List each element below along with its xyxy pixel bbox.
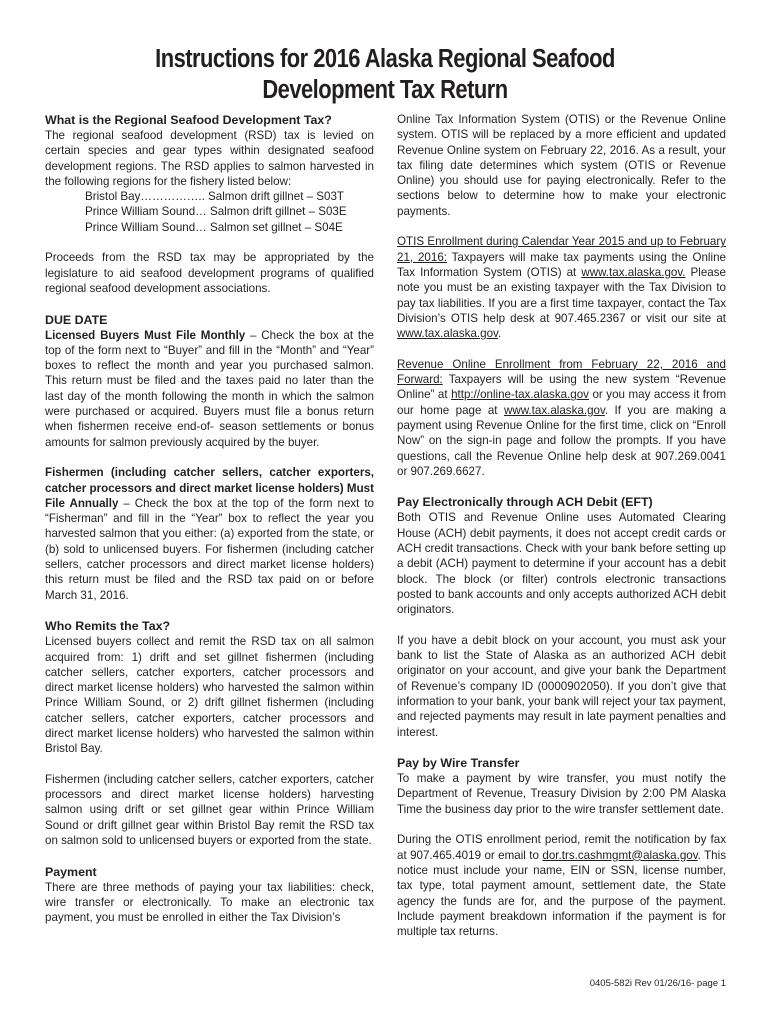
region-item-pws-drift: Prince William Sound… Salmon drift gillnet – S03E xyxy=(85,205,347,219)
link-online-tax[interactable]: http://online-tax.alaska.gov xyxy=(451,388,589,402)
section-heading-wire-transfer: Pay by Wire Transfer xyxy=(397,756,520,771)
page-title xyxy=(54,44,716,106)
paragraph-revenue-online xyxy=(397,357,726,479)
region-item-pws-set: Prince William Sound… Salmon set gillnet – S04E xyxy=(85,220,343,234)
otis-text-1: Taxpayers will make tax payments using the Online Tax Information System (OTIS) at xyxy=(397,250,726,279)
fishermen-text: – Check the box at the top of the form next to “Fisherman” and fill in the “Year” box to reflect the year you harvested salmon that you either: (a) exported from the state, or (b) sold to unlicensed buyers. For fishermen (including catcher sellers, catcher processors and direct market license holders) this return must be filed and the RSD tax paid on or before March 31, 2016. xyxy=(45,496,374,602)
section-heading-eft: Pay Electronically through ACH Debit (EFT) xyxy=(397,495,653,510)
section-heading-who-remits: Who Remits the Tax? xyxy=(45,619,171,634)
wire-text-2: . This notice must include your name, EIN or SSN, license number, tax type, total payment amount, settlement date, the State agency the funds are for, and the purpose of the payment. Include payment breakdown information if the payment is for multiple tax returns. xyxy=(397,848,726,939)
section-heading-payment: Payment xyxy=(45,864,97,879)
left-column xyxy=(45,112,374,926)
title-line-2: Development Tax Return xyxy=(262,76,508,104)
paragraph-wire-2 xyxy=(397,832,726,939)
link-tax-alaska-gov-2[interactable]: www.tax.alaska.gov xyxy=(397,327,498,341)
otis-text-2: Please note you must be an existing taxpayer with the Tax Division to pay tax liabilities. If you are a first time taxpayer, contact the Tax Division’s OTIS help desk at 907.465.2367 or visit our site at xyxy=(397,265,727,325)
section-heading-what-is-rsd: What is the Regional Seafood Development Tax? xyxy=(45,113,332,127)
paragraph-rsd-description: The regional seafood development (RSD) tax is levied on certain species and gear types within designated seafood development regions. The RSD applies to salmon harvested in the following regions for the fishery listed below: xyxy=(45,129,374,188)
title-line-1: Instructions for 2016 Alaska Regional Seafood xyxy=(155,45,615,73)
region-list xyxy=(85,189,374,235)
paragraph-who-remits-1: Licensed buyers collect and remit the RSD tax on all salmon acquired from: 1) drift and set gillnet fishermen (including catcher sellers, catcher exporters, catcher processors and direct market license holders) who harvested the salmon within Prince William Sound, or 2) drift gillnet fishermen (including catcher sellers, catcher exporters, catcher processors and direct market license holders) who harvested the salmon within Bristol Bay. xyxy=(45,635,374,756)
paragraph-payment: There are three methods of paying your tax liabilities: check, wire transfer or electronically. To make an electronic tax payment, you must be enrolled in either the Tax Division’s xyxy=(45,880,374,925)
revenue-online-lead: Revenue Online Enrollment from February 22, 2016 and Forward: xyxy=(397,357,726,387)
otis-enrollment-lead: OTIS Enrollment during Calendar Year 2015 and up to February 21, 2016: xyxy=(397,235,726,264)
revenue-text-3: . If you are making a payment using Revenue Online for the first time, click on “Enroll Now” on the sign-in page and follow the prompts. If you have questions, call the Revenue Online help desk at 907.269.0041 or 907.269.6627. xyxy=(397,403,726,478)
paragraph-fishermen-due xyxy=(45,465,374,603)
section-heading-due-date: DUE DATE xyxy=(45,312,108,327)
link-email-cashmgmt[interactable]: dor.trs.cashmgmt@alaska.gov xyxy=(542,848,698,862)
page-footer: 0405-582i Rev 01/26/16- page 1 xyxy=(589,978,726,989)
buyers-text: – Check the box at the top of the form next to “Buyer” and fill in the “Month” and “Year” boxes to reflect the month and year you purchased salmon. This return must be filed and the taxes paid no later than the last day of the month following the month in which the salmon were purchased or acquired. Buyers must file a bonus return when fishermen receive end-of- season settlements or bonus amounts for salmon previously acquired by the buyer. xyxy=(45,328,374,449)
buyers-lead: Licensed Buyers Must File Monthly xyxy=(45,328,246,342)
link-tax-alaska-gov-3[interactable]: www.tax.alaska.gov xyxy=(503,403,605,417)
otis-text-3: . xyxy=(497,327,502,341)
paragraph-who-remits-2: Fishermen (including catcher sellers, catcher exporters, catcher processors and direct market license holders) harvesting salmon using drift or set gillnet gear within Prince William Sound or drift gillnet gear within Bristol Bay remit the RSD tax on salmon sold to unlicensed buyers or exported from the state. xyxy=(45,772,374,848)
paragraph-buyers-due xyxy=(45,328,374,450)
link-tax-alaska-gov[interactable]: www.tax.alaska.gov. xyxy=(581,265,686,279)
paragraph-otis-intro: Online Tax Information System (OTIS) or the Revenue Online system. OTIS will be replaced by a more efficient and updated Revenue Online system on February 22, 2016. As a result, your tax filing date determines which system (OTIS or Revenue Online) you should use for paying electronically. Refer to the sections below to determine how to make your electronic payments. xyxy=(397,113,726,218)
revenue-text-1: Taxpayers will be using the new system “Revenue Online” at xyxy=(397,373,726,402)
region-item-bristol-bay: Bristol Bay…………….. Salmon drift gillnet – S03T xyxy=(85,190,345,204)
revenue-text-2: or you may access it from our home page at xyxy=(397,388,726,417)
paragraph-wire-1: To make a payment by wire transfer, you must notify the Department of Revenue, Treasury Division by 2:00 PM Alaska Time the business day prior to the wire transfer settlement date. xyxy=(397,772,726,816)
paragraph-proceeds: Proceeds from the RSD tax may be appropriated by the legislature to aid seafood development programs of qualified regional seafood development associations. xyxy=(45,251,374,295)
right-column xyxy=(397,112,726,939)
fishermen-lead: Fishermen (including catcher sellers, catcher exporters, catcher processors and direct market license holders) Must File Annually xyxy=(45,466,374,510)
paragraph-otis-enrollment xyxy=(397,234,726,341)
wire-text-1: During the OTIS enrollment period, remit the notification by fax at 907.465.4019 or email to xyxy=(397,833,726,862)
paragraph-eft-1: Both OTIS and Revenue Online uses Automated Clearing House (ACH) debit payments, it does not accept credit cards or ACH credit transactions. Check with your bank before setting up a debit (ACH) payment to determine if your account has a debit block. The block (or filter) controls electronic transactions posted to bank accounts and only accepts authorized ACH debit originators. xyxy=(397,511,726,617)
paragraph-eft-2: If you have a debit block on your account, you must ask your bank to list the State of Alaska as an authorized ACH debit originator on your account, and give your bank the Department of Revenue’s company ID (0000902050). If you don’t give that information to your bank, your bank will reject your tax payment, and rejected payments may result in late payment penalties and interest. xyxy=(397,633,726,739)
